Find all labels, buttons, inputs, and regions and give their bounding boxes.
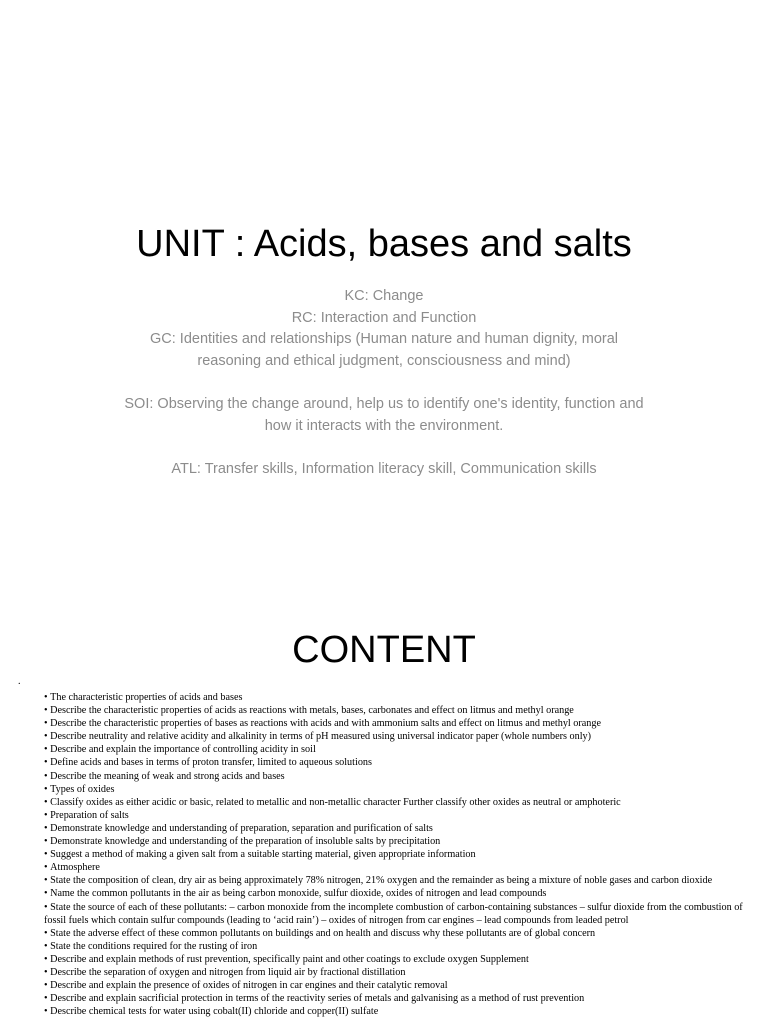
content-bullet: • Preparation of salts <box>44 809 744 822</box>
content-bullet: • Atmosphere <box>44 861 744 874</box>
content-bullet: • Define acids and bases in terms of proton transfer, limited to aqueous solutions <box>44 756 744 769</box>
content-bullet: • Describe and explain methods of rust prevention, specifically paint and other coatings to exclude oxygen Supplement <box>44 953 744 966</box>
content-bullet: • Describe and explain sacrificial protection in terms of the reactivity series of metals and galvanising as a method of rust prevention <box>44 992 744 1005</box>
related-concept: RC: Interaction and Function <box>291 309 477 326</box>
content-bullet-list <box>44 691 744 1018</box>
content-bullet: • Describe the characteristic properties of acids as reactions with metals, bases, carbonates and effect on litmus and methyl orange <box>44 704 744 717</box>
content-title: CONTENT <box>292 629 476 671</box>
unit-title: UNIT : Acids, bases and salts <box>136 223 632 265</box>
content-bullet: • State the composition of clean, dry air as being approximately 78% nitrogen, 21% oxygen and the remainder as being a mixture of noble gases and carbon dioxide <box>44 874 744 887</box>
spacer <box>120 437 648 459</box>
content-bullet: • Describe the separation of oxygen and nitrogen from liquid air by fractional distillation <box>44 966 744 979</box>
content-bullet: • Types of oxides <box>44 783 744 796</box>
content-bullet: • State the source of each of these pollutants: – carbon monoxide from the incomplete combustion of carbon-containing substances – sulfur dioxide from the combustion of fossil fuels which contain sulfur compounds (leading to ‘acid rain’) – oxides of nitrogen from car engines – lead compounds from leaded petrol <box>44 901 744 927</box>
content-bullet: • The characteristic properties of acids and bases <box>44 691 744 704</box>
content-bullet: • Describe and explain the presence of oxides of nitrogen in car engines and their catalytic removal <box>44 979 744 992</box>
content-bullet: • State the adverse effect of these common pollutants on buildings and on health and discuss why these pollutants are of global concern <box>44 927 744 940</box>
global-context: GC: Identities and relationships (Human nature and human dignity, moral reasoning and ethical judgment, consciousness and mind) <box>149 331 618 369</box>
content-bullet: • Describe chemical tests for water using cobalt(II) chloride and copper(II) sulfate <box>44 1005 744 1018</box>
content-bullet: • State the conditions required for the rusting of iron <box>44 940 744 953</box>
atl-skills: ATL: Transfer skills, Information literacy skill, Communication skills <box>171 461 597 477</box>
content-bullet: • Describe the characteristic properties of bases as reactions with acids and with ammonium salts and effect on litmus and methyl orange <box>44 717 744 730</box>
spacer <box>120 372 648 394</box>
content-bullet: • Describe the meaning of weak and strong acids and bases <box>44 770 744 783</box>
content-bullet: • Name the common pollutants in the air as being carbon monoxide, sulfur dioxide, oxides of nitrogen and lead compounds <box>44 887 744 900</box>
content-bullet: • Describe and explain the importance of controlling acidity in soil <box>44 743 744 756</box>
stray-marker: . <box>18 676 21 687</box>
statement-of-inquiry: SOI: Observing the change around, help us to identify one's identity, function and how it interacts with the environment. <box>124 396 644 434</box>
content-bullet: • Classify oxides as either acidic or basic, related to metallic and non-metallic character Further classify other oxides as neutral or amphoteric <box>44 796 744 809</box>
content-bullet: • Describe neutrality and relative acidity and alkalinity in terms of pH measured using universal indicator paper (whole numbers only) <box>44 730 744 743</box>
unit-meta <box>120 286 648 481</box>
content-bullet: • Demonstrate knowledge and understanding of preparation, separation and purification of salts <box>44 822 744 835</box>
content-bullet: • Demonstrate knowledge and understanding of the preparation of insoluble salts by precipitation <box>44 835 744 848</box>
content-bullet: • Suggest a method of making a given salt from a suitable starting material, given appropriate information <box>44 848 744 861</box>
key-concept: KC: Change <box>344 288 424 304</box>
